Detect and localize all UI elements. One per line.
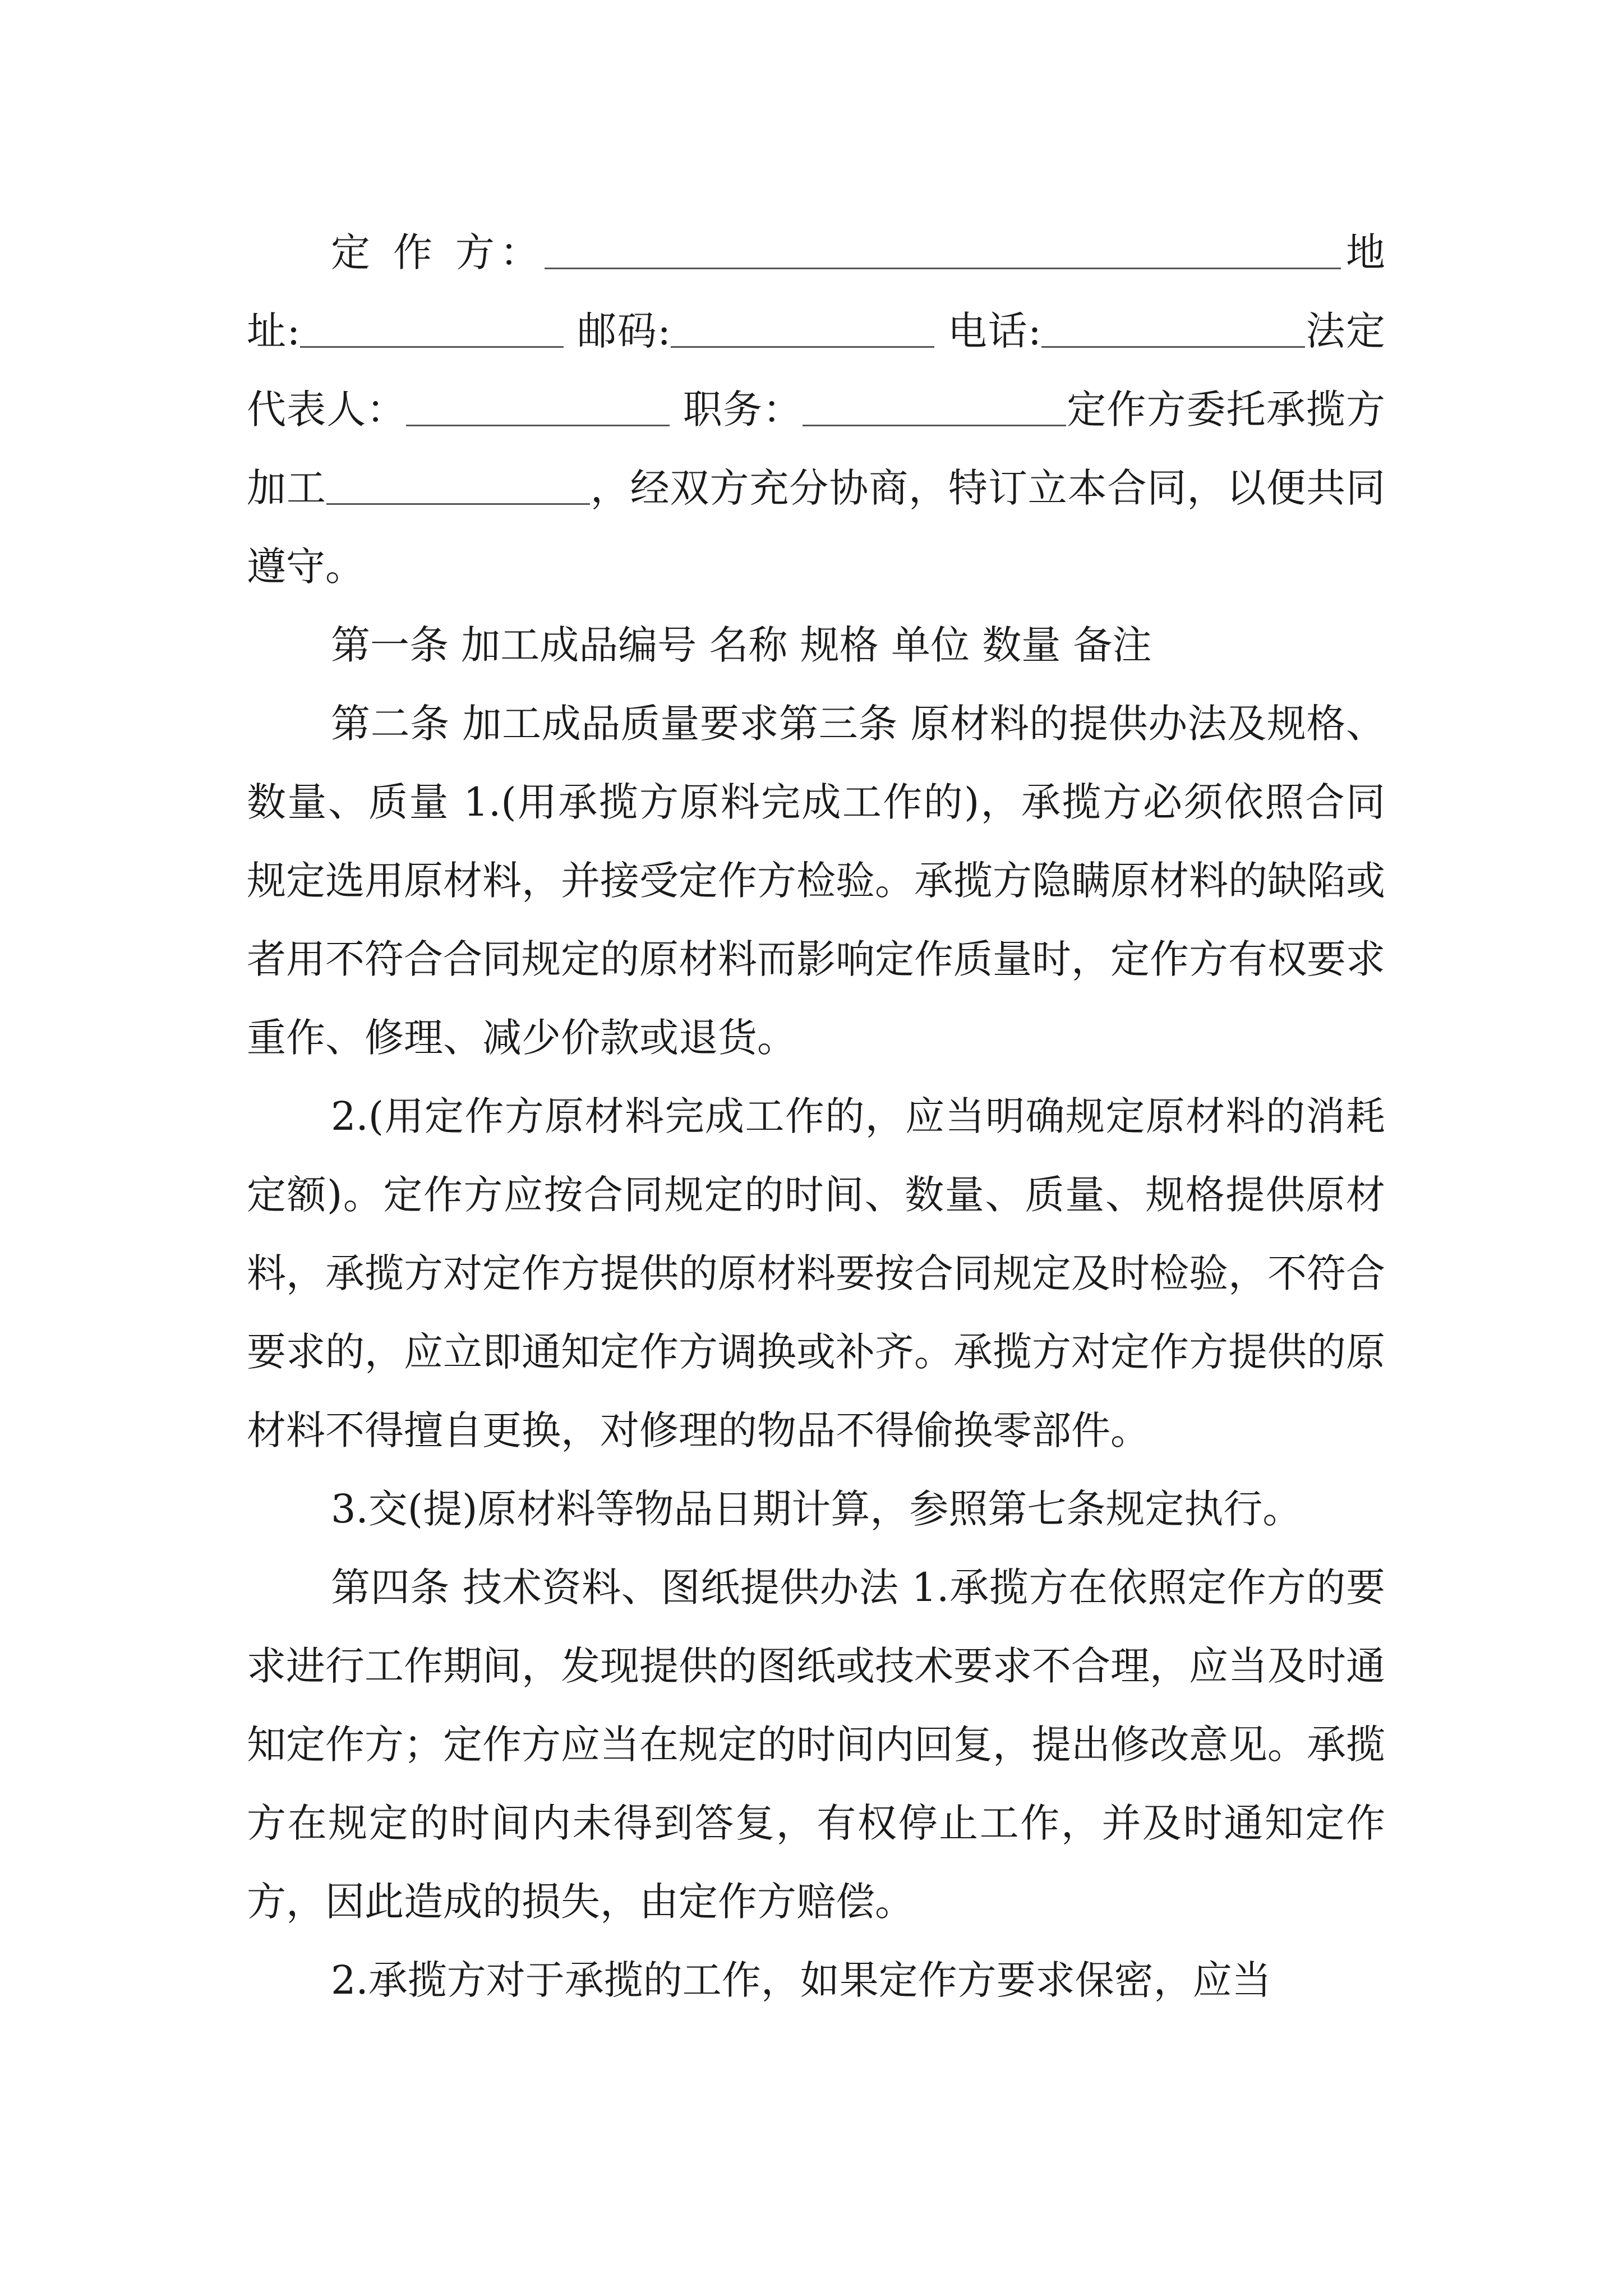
legal-rep-label: 法定代表人： bbox=[247, 308, 1385, 432]
article-3-item-3: 3.交(提)原材料等物品日期计算，参照第七条规定执行。 bbox=[331, 1486, 1302, 1532]
phone-label: 电话: bbox=[947, 308, 1041, 354]
article-1: 第一条 加工成品编号 名称 规格 单位 数量 备注 bbox=[331, 622, 1152, 668]
article-4-item-1: 第四条 技术资料、图纸提供办法 1.承揽方在依照定作方的要求进行工作期间，发现提供的图纸或技术要求不合理，应当及时通知定作方；定作方应当在规定的时间内回复，提出修改意见。承揽方在规定的时间内未得到答复，有权停止工作，并及时通知定作方，因此造成的损失，由定作方赔偿。 bbox=[247, 1565, 1385, 1925]
legal-rep-blank[interactable] bbox=[406, 389, 670, 426]
contract-body bbox=[247, 213, 1385, 2019]
postcode-blank[interactable] bbox=[671, 310, 934, 348]
address-blank[interactable] bbox=[300, 310, 564, 348]
article-4-item-2: 2.承揽方对于承揽的工作，如果定作方要求保密，应当 bbox=[331, 1957, 1271, 2003]
entrust-text-pre: 定作方委托承揽方加工 bbox=[247, 386, 1385, 511]
position-label: 职务： bbox=[683, 386, 803, 432]
article-3-item-2: 2.(用定作方原材料完成工作的，应当明确规定原材料的消耗定额)。定作方应按合同规定的时间、数量、质量、规格提供原材料，承揽方对定作方提供的原材料要按合同规定及时检验，不符合要求的，应立即通知定作方调换或补齐。承揽方对定作方提供的原材料不得擅自更换，对修理的物品不得偷换零部件。 bbox=[247, 1093, 1385, 1453]
party-name-blank[interactable] bbox=[545, 232, 1341, 269]
postcode-label: 邮码: bbox=[577, 308, 671, 354]
party-label: 定 作 方： bbox=[331, 229, 545, 275]
entrust-text-post: ，经双方充分协商，特订立本合同，以便共同遵守。 bbox=[247, 465, 1386, 590]
address-label: 地址: bbox=[247, 229, 1385, 354]
position-blank[interactable] bbox=[803, 389, 1066, 426]
phone-blank[interactable] bbox=[1041, 310, 1305, 348]
party-info-paragraph bbox=[247, 213, 1385, 606]
processing-item-blank[interactable] bbox=[326, 467, 590, 505]
article-2-3: 第二条 加工成品质量要求第三条 原材料的提供办法及规格、数量、质量 1.(用承揽方原料完成工作的)，承揽方必须依照合同规定选用原材料，并接受定作方检验。承揽方隐瞒原材料的缺陷或者用不符合合同规定的原材料而影响定作质量时，定作方有权要求重作、修理、减少价款或退货。 bbox=[247, 701, 1385, 1061]
